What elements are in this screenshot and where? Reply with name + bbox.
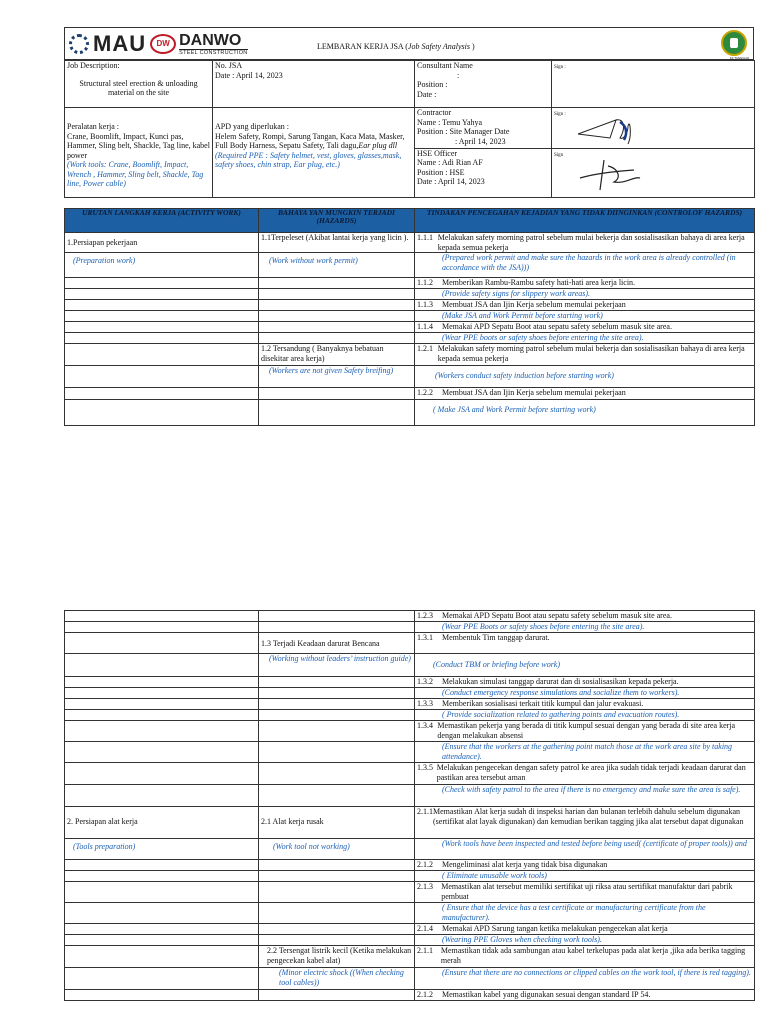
tools-value: Crane, Boomlift, Impact, Kunci pas, Hammer, Sling belt, Shackle, Tag line, kabel power [67, 131, 210, 160]
table-row [65, 311, 755, 322]
empty-cell [259, 622, 415, 633]
table-row [65, 289, 755, 300]
document-header [64, 27, 754, 60]
column-header-row [65, 209, 755, 233]
control-1-3-2-english: (Conduct emergency response simulations and socialize them to workers). [415, 688, 755, 699]
control-text: Memberikan sosialisasi terkait titik kumpul dan jalur evakuasi. [442, 699, 644, 708]
consultant-date: Date : [417, 89, 437, 99]
jsa-date: Date : April 14, 2023 [215, 70, 283, 80]
control-1-3-3-english: ( Provide socialization related to gathering points and evacuation routes). [415, 710, 755, 721]
sign-label: Sign : [554, 112, 566, 117]
empty-cell [259, 903, 415, 924]
empty-cell [259, 699, 415, 710]
consultant-position: Position : [417, 80, 448, 89]
title-end: ) [469, 42, 475, 51]
hazard-2-2-english: (Minor electric shock ((When checking tool cables)) [259, 968, 415, 990]
table-row [65, 688, 755, 699]
control-1-2-3 [415, 611, 755, 622]
logo-danwo-sub: STEEL CONSTRUCTION [179, 49, 248, 56]
table-row [65, 677, 755, 688]
contractor-signature [576, 114, 646, 148]
control-text: Memakai APD Sepatu Boot atau sepatu safety sebelum masuk site area. [442, 611, 672, 620]
control-text: Memastikan pekerja yang berada di titik kumpul sesuai dengan yang berada di site area kerja dengan melakukan absensi [437, 721, 736, 740]
jsa-number-cell [213, 61, 415, 108]
table-row [65, 654, 755, 677]
logo-mau-text: MAU [93, 31, 147, 56]
empty-cell [65, 289, 259, 300]
hazard-1-1-english: (Work without work permit) [259, 253, 415, 278]
control-text: Melakukan simulasi tanggap darurat dan di sosialisasikan kepada pekerja. [442, 677, 679, 686]
contractor-name: Name : Temu Yahya [417, 117, 483, 127]
table-row [65, 344, 755, 366]
hse-label: HSE Officer [417, 148, 458, 158]
empty-cell [65, 611, 259, 622]
table-row [65, 968, 755, 990]
empty-cell [65, 860, 259, 871]
control-1-3-4 [415, 721, 755, 742]
empty-cell [65, 278, 259, 289]
empty-cell [259, 278, 415, 289]
table-row [65, 388, 755, 400]
empty-cell [259, 763, 415, 785]
activity-step-2-english: (Tools preparation) [65, 839, 259, 860]
empty-cell [65, 924, 259, 935]
table-row [65, 710, 755, 721]
column-controls: TINDAKAN PENCEGAHAN KEJADIAN YANG TIDAK DIINGINKAN (CONTROLOF HAZARDS) [415, 209, 755, 233]
empty-cell [65, 968, 259, 990]
hazard-table-page2 [64, 610, 755, 1001]
table-row [65, 924, 755, 935]
control-number: 1.3.2 [417, 677, 433, 686]
empty-cell [65, 721, 259, 742]
hse-name: Name : Adi Rian AF [417, 158, 483, 167]
control-1-1-4 [415, 322, 755, 333]
empty-cell [259, 710, 415, 721]
control-number: 1.2.1 [417, 344, 433, 353]
contractor-cell [415, 108, 552, 149]
empty-cell [65, 622, 259, 633]
control-number: 2.1.1 [417, 946, 433, 955]
column-activity: URUTAN LANGKAH KERJA (ACTIVITY WORK) [65, 209, 259, 233]
jsa-number: No. JSA [215, 61, 243, 70]
control-number: 2.1.2 [417, 860, 433, 869]
control-1-3-1-english: (Conduct TBM or briefing before work) [415, 654, 755, 677]
hse-sign-cell [552, 148, 755, 197]
empty-cell [65, 990, 259, 1001]
hazard-table-page1 [64, 208, 755, 426]
control-1-1-3-english: (Make JSA and Work Permit before starting work) [415, 311, 755, 322]
table-row [65, 785, 755, 807]
table-row [65, 882, 755, 903]
empty-cell [259, 677, 415, 688]
contractor-date: : April 14, 2023 [455, 136, 506, 146]
empty-cell [259, 289, 415, 300]
empty-cell [65, 366, 259, 388]
control-1-1-3 [415, 300, 755, 311]
empty-cell [259, 322, 415, 333]
control-2-1-1-english: (Work tools have been inspected and tested before being used( (certificate of proper tools)) and [415, 839, 755, 860]
sign-label: Sign : [554, 65, 566, 70]
empty-cell [65, 688, 259, 699]
control-1-3-5 [415, 763, 755, 785]
logo-danwo-text: DANWO [179, 31, 242, 49]
control-number: 1.2.2 [417, 388, 433, 397]
consultant-name-value: : [457, 70, 460, 80]
control-2-1-4 [415, 924, 755, 935]
table-row [65, 611, 755, 622]
control-2-2-2 [415, 990, 755, 1001]
gear-icon [69, 34, 89, 54]
control-1-1-1 [415, 233, 755, 253]
empty-cell [65, 742, 259, 763]
empty-cell [259, 935, 415, 946]
empty-cell [259, 388, 415, 400]
empty-cell [65, 785, 259, 807]
job-description-label: Job Description: [67, 61, 120, 70]
control-number: 2.1.2 [417, 990, 433, 999]
control-1-3-4-english: (Ensure that the workers at the gathering point match those at the work area site by taking attendance). [415, 742, 755, 763]
control-2-2-1-english: (Ensure that there are no connections or clipped cables on the work tool, if there is red tagging). [415, 968, 755, 990]
table-row [65, 903, 755, 924]
control-text: Memberikan Rambu-Rambu safety hati-hati area kerja licin. [442, 278, 636, 287]
apd-value [215, 132, 412, 151]
title-main: LEMBARAN KERJA JSA ( [317, 42, 408, 51]
table-row [65, 278, 755, 289]
empty-cell [65, 388, 259, 400]
control-2-1-3 [415, 882, 755, 903]
table-row [65, 935, 755, 946]
control-1-1-4-english: (Wear PPE boots or safety shoes before entering the site area). [415, 333, 755, 344]
table-row [65, 622, 755, 633]
contractor-sign-cell [552, 108, 755, 149]
table-row [65, 366, 755, 388]
table-row [65, 699, 755, 710]
hse-position: Position : HSE [417, 167, 465, 177]
hazard-2-2: 2.2 Tersengat listrik kecil (Ketika melakukan pengecekan kabel alat) [259, 946, 415, 968]
empty-cell [259, 611, 415, 622]
empty-cell [65, 654, 259, 677]
empty-cell [65, 946, 259, 968]
table-row [65, 233, 755, 253]
document-title [317, 42, 475, 51]
control-1-1-2-english: (Provide safety signs for slippery work areas). [415, 289, 755, 300]
control-2-1-4-english: (Wearing PPE Gloves when checking work tools). [415, 935, 755, 946]
job-description-cell [65, 61, 213, 108]
table-row [65, 721, 755, 742]
control-text: Memakai APD Sepatu Boot atau sepatu safety sebelum masuk site area. [442, 322, 672, 331]
table-row [65, 322, 755, 333]
logo-dw-badge: DW [150, 34, 176, 54]
table-row [65, 253, 755, 278]
empty-cell [65, 903, 259, 924]
table-row [65, 633, 755, 654]
contractor-label: Contractor [417, 108, 452, 117]
hazard-2-1: 2.1 Alat kerja rusak [259, 807, 415, 839]
apd-cell [213, 108, 415, 198]
activity-step-1: 1.Persiapan pekerjaan [65, 233, 259, 253]
table-row [65, 763, 755, 785]
empty-cell [259, 860, 415, 871]
table-row [65, 946, 755, 968]
hazard-1-2: 1.2 Tersandung ( Banyaknya bebatuan disekitar area kerja) [259, 344, 415, 366]
control-2-1-2 [415, 860, 755, 871]
control-2-1-3-english: ( Ensure that the device has a test certificate or manufacturing certificate from the manufacturer). [415, 903, 755, 924]
logo-danwo [179, 33, 247, 56]
control-1-2-1-english: (Workers conduct safety induction before starting work) [415, 366, 755, 388]
activity-step-1-english: (Preparation work) [65, 253, 259, 278]
consultant-sign-cell [552, 61, 755, 108]
empty-cell [65, 344, 259, 366]
control-number: 1.3.5 [417, 763, 433, 772]
empty-cell [259, 924, 415, 935]
tools-cell [65, 108, 213, 198]
empty-cell [65, 311, 259, 322]
control-text: Melakukan pengecekan dengan safety patrol ke area jika sudah tidak terjadi keadaan darurat dan pastikan area tersebut aman [436, 763, 746, 782]
consultant-label: Consultant Name [417, 61, 473, 70]
control-text: Membuat JSA dan Ijin Kerja sebelum memulai pekerjaan [442, 388, 626, 397]
empty-cell [259, 333, 415, 344]
control-number: 2.1.1 [417, 807, 433, 816]
contractor-position: Position : Site Manager Date [417, 127, 510, 136]
control-text: Memastikan alat tersebut memiliki sertifikat uji riksa atau sertifikat manufaktur dari pabrik pembuat [441, 882, 733, 901]
empty-cell [65, 710, 259, 721]
hazard-1-2-english: (Workers are not given Safety breifing) [259, 366, 415, 388]
empty-cell [259, 990, 415, 1001]
empty-cell [65, 677, 259, 688]
table-row [65, 400, 755, 426]
job-description-value: Structural steel erection & unloading material on the site [79, 78, 198, 97]
control-2-2-1 [415, 946, 755, 968]
control-1-1-2 [415, 278, 755, 289]
control-1-2-3-english: (Wear PPE Boots or safety shoes before entering the site area). [415, 622, 755, 633]
empty-cell [65, 300, 259, 311]
control-number: 1.1.2 [417, 278, 433, 287]
table-row [65, 860, 755, 871]
control-number: 1.3.3 [417, 699, 433, 708]
empty-cell [65, 763, 259, 785]
info-table [64, 60, 755, 198]
apd-italic: Ear plug dll [358, 141, 398, 150]
control-1-1-1-english: (Prepared work permit and make sure the hazards in the work area is already controlled (in accordance with the JSA))) [415, 253, 755, 278]
table-row [65, 871, 755, 882]
control-1-3-1 [415, 633, 755, 654]
hse-cell [415, 148, 552, 197]
tools-label: Peralatan kerja : [67, 122, 119, 131]
empty-cell [259, 785, 415, 807]
empty-cell [259, 400, 415, 426]
hazard-1-3: 1.3 Terjadi Keadaan darurat Bencana [259, 633, 415, 654]
table-row [65, 300, 755, 311]
control-text: Membuat JSA dan Ijin Kerja sebelum memulai pekerjaan [442, 300, 626, 309]
column-hazards: BAHAYA YAN MUNGKIN TERJADI (HAZARDS) [259, 209, 415, 233]
company-logo [69, 32, 248, 56]
control-number: 1.1.1 [417, 233, 433, 242]
tools-english: (Work tools: Crane, Boomlift, Impact, Wrench , Hammer, Sling belt, Shackle, Tag line, Power cable) [67, 160, 204, 188]
empty-cell [259, 311, 415, 322]
empty-cell [259, 300, 415, 311]
control-number: 2.1.3 [417, 882, 433, 891]
table-row [65, 742, 755, 763]
apd-text: Helem Safety, Rompi, Sarung Tangan, Kaca Mata, Masker, Full Body Harness, Sepatu Safety, Tali dagu, [215, 131, 405, 150]
seal-caption: K3 TANGGUH [729, 56, 749, 60]
activity-step-2: 2. Persiapan alat kerja [65, 807, 259, 839]
control-2-1-2-english: ( Eliminate unusable work tools) [415, 871, 755, 882]
hazard-1-1: 1.1Terpeleset (Akibat lantai kerja yang licin ). [259, 233, 415, 253]
hse-date: Date : April 14, 2023 [417, 177, 485, 186]
empty-cell [65, 871, 259, 882]
title-italic: Job Safety Analysis [407, 42, 470, 51]
control-number: 1.1.3 [417, 300, 433, 309]
table-row [65, 839, 755, 860]
hazard-1-3-english: (Working without leaders’ instruction guide) [259, 654, 415, 677]
empty-cell [65, 882, 259, 903]
control-1-3-5-english: (Check with safety patrol to the area if there is no emergency and make sure the area is safe). [415, 785, 755, 807]
empty-cell [259, 721, 415, 742]
control-text: Memastikan kabel yang digunakan sesuai dengan standard IP 54. [442, 990, 651, 999]
consultant-cell [415, 61, 552, 108]
empty-cell [65, 400, 259, 426]
apd-label: APD yang diperlukan : [215, 122, 289, 131]
control-text: Memakai APD Sarung tangan ketika melakukan pengecekan alat kerja [442, 924, 668, 933]
hse-signature [574, 156, 664, 192]
empty-cell [65, 322, 259, 333]
control-1-2-2 [415, 388, 755, 400]
empty-cell [259, 882, 415, 903]
control-number: 1.3.4 [417, 721, 433, 730]
control-text: Membentuk Tim tanggap darurat. [442, 633, 550, 642]
empty-cell [65, 935, 259, 946]
control-text: Melakukan safety morning patrol sebelum mulai bekerja dan sosialisasikan bahaya di area kerja kepada semua pekerja [437, 233, 745, 252]
control-1-2-2-english: ( Make JSA and Work Permit before starting work) [415, 400, 755, 426]
table-row [65, 990, 755, 1001]
control-number: 2.1.4 [417, 924, 433, 933]
control-1-3-3 [415, 699, 755, 710]
empty-cell [259, 742, 415, 763]
control-text: Memastikan tidak ada sambungan atau kabel terkelupas pada alat kerja ,jika ada berika tagging merah [440, 946, 746, 965]
hazard-2-1-english: (Work tool not working) [259, 839, 415, 860]
control-text: Melakukan safety morning patrol sebelum mulai bekerja dan sosialisasikan bahaya di area kerja kepada semua pekerja [437, 344, 745, 363]
control-1-3-2 [415, 677, 755, 688]
control-2-1-1 [415, 807, 755, 839]
k3-seal-icon [721, 30, 747, 56]
empty-cell [259, 871, 415, 882]
control-text: Mengeliminasi alat kerja yang tidak bisa digunakan [442, 860, 608, 869]
table-row [65, 333, 755, 344]
empty-cell [65, 633, 259, 654]
sign-label: Sign [554, 152, 564, 158]
control-number: 1.2.3 [417, 611, 433, 620]
control-number: 1.1.4 [417, 322, 433, 331]
apd-english: (Required PPE : Safety helmet, vest, gloves, glasses,mask, safety shoes, chin strap, Ear plug, etc.) [215, 150, 402, 169]
empty-cell [65, 699, 259, 710]
empty-cell [65, 333, 259, 344]
table-row [65, 807, 755, 839]
empty-cell [259, 688, 415, 699]
control-text: Memastikan Alat kerja sudah di inspeksi harian dan bulanan terlebih dahulu sebelum digunakan (sertifikat alat layak digunakan) dan kemudian berikan tagging jika alat tersebut dapat digunakan [433, 807, 744, 826]
control-number: 1.3.1 [417, 633, 433, 642]
control-1-2-1 [415, 344, 755, 366]
